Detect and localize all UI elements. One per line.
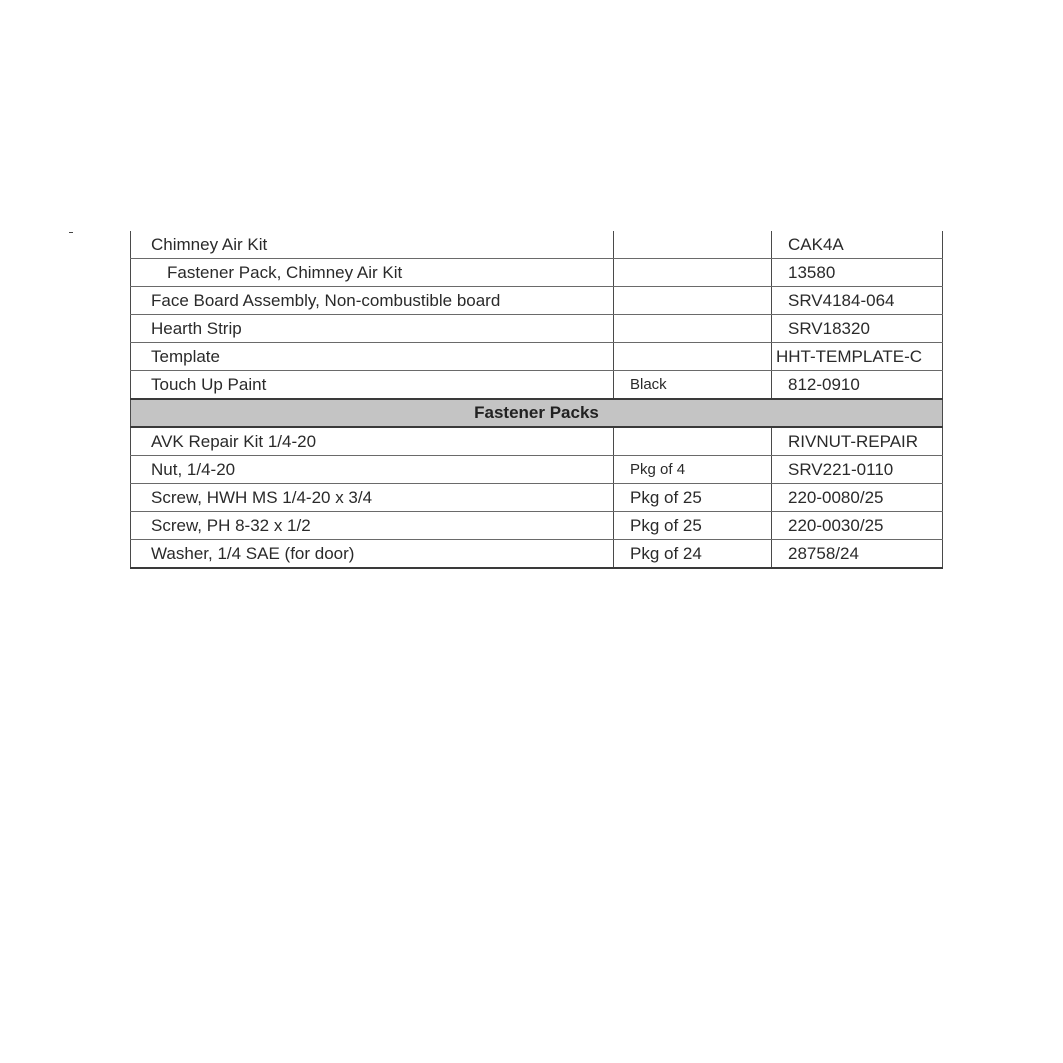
part-qualifier: [614, 315, 772, 343]
part-description: Template: [131, 343, 614, 371]
section-header-row: [131, 399, 943, 427]
part-number: 812-0910: [772, 371, 943, 400]
part-number: SRV221-0110: [772, 456, 943, 484]
part-qualifier: [614, 343, 772, 371]
part-description: Washer, 1/4 SAE (for door): [131, 540, 614, 569]
part-description: Face Board Assembly, Non-combustible board: [131, 287, 614, 315]
part-description: Touch Up Paint: [131, 371, 614, 400]
part-number: SRV4184-064: [772, 287, 943, 315]
section-heading: Fastener Packs: [131, 399, 943, 427]
part-description: Screw, HWH MS 1/4-20 x 3/4: [131, 484, 614, 512]
table-row: [131, 456, 943, 484]
part-qualifier: [614, 287, 772, 315]
table-row: [131, 512, 943, 540]
part-qualifier: Pkg of 4: [614, 456, 772, 484]
table-row: [131, 484, 943, 512]
part-qualifier: [614, 231, 772, 259]
part-description: Hearth Strip: [131, 315, 614, 343]
table-row: [131, 287, 943, 315]
part-description: Fastener Pack, Chimney Air Kit: [131, 259, 614, 287]
table-row: [131, 315, 943, 343]
part-number: HHT-TEMPLATE-C: [772, 343, 943, 371]
part-number: 13580: [772, 259, 943, 287]
part-qualifier: Pkg of 25: [614, 512, 772, 540]
part-number: CAK4A: [772, 231, 943, 259]
part-number: 28758/24: [772, 540, 943, 569]
part-description: Nut, 1/4-20: [131, 456, 614, 484]
part-number: RIVNUT-REPAIR: [772, 427, 943, 456]
table-row: [131, 231, 943, 259]
stray-mark: [69, 232, 73, 233]
part-number: SRV18320: [772, 315, 943, 343]
part-description: AVK Repair Kit 1/4-20: [131, 427, 614, 456]
part-qualifier: [614, 427, 772, 456]
part-qualifier: Pkg of 25: [614, 484, 772, 512]
part-description: Screw, PH 8-32 x 1/2: [131, 512, 614, 540]
table-row: [131, 427, 943, 456]
part-qualifier: Pkg of 24: [614, 540, 772, 569]
part-number: 220-0030/25: [772, 512, 943, 540]
part-description: Chimney Air Kit: [131, 231, 614, 259]
part-qualifier: [614, 259, 772, 287]
parts-table: [130, 231, 943, 569]
part-qualifier: Black: [614, 371, 772, 400]
table-row: [131, 259, 943, 287]
table-row: [131, 371, 943, 400]
table-row: [131, 540, 943, 569]
part-number: 220-0080/25: [772, 484, 943, 512]
table-row: [131, 343, 943, 371]
